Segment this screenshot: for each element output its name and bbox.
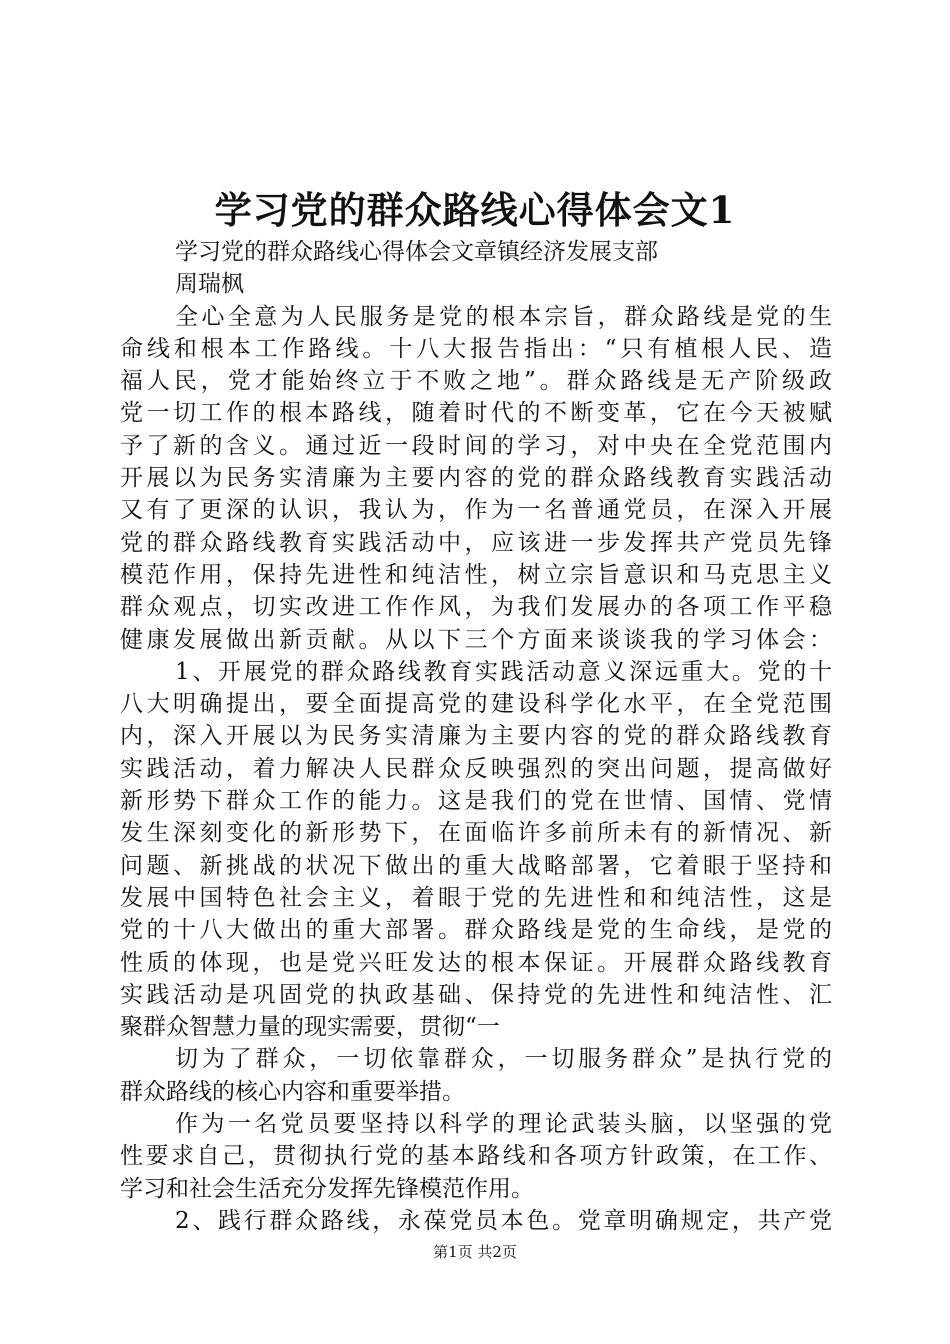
paragraph-line: 全心全意为人民服务是党的根本宗旨，群众路线是党的生: [175, 303, 832, 330]
document-body: [120, 236, 832, 1237]
paragraph-line: 学习和社会生活充分发挥先锋模范作用。: [120, 1175, 534, 1202]
paragraph-line: 内，深入开展以为民务实清廉为主要内容的党的群众路线教育: [120, 723, 832, 750]
paragraph-line: 发展中国特色社会主义，着眼于党的先进性和和纯洁性，这是: [120, 884, 832, 911]
paragraph-line: 性要求自己，贯彻执行党的基本路线和各项方针政策，在工作、: [120, 1143, 832, 1170]
paragraph-line: 又有了更深的认识，我认为，作为一名普通党员，在深入开展: [120, 497, 832, 524]
paragraph-line: 实践活动是巩固党的执政基础、保持党的先进性和纯洁性、汇: [120, 981, 832, 1008]
paragraph-line: 发生深刻变化的新形势下，在面临许多前所未有的新情况、新: [120, 820, 832, 847]
page-footer: 第1页 共2页: [433, 1243, 517, 1261]
paragraph-line: 命线和根本工作路线。十八大报告指出：“只有植根人民、造: [120, 335, 832, 362]
paragraph-line: 开展以为民务实清廉为主要内容的党的群众路线教育实践活动: [120, 465, 832, 492]
paragraph-line: 实践活动，着力解决人民群众反映强烈的突出问题，提高做好: [120, 755, 832, 782]
paragraph-line: 健康发展做出新贡献。从以下三个方面来谈谈我的学习体会：: [120, 626, 832, 653]
document-title: 学习党的群众路线心得体会文1: [214, 188, 736, 232]
paragraph-line: 党的群众路线教育实践活动中，应该进一步发挥共产党员先锋: [120, 529, 832, 556]
paragraph-line: 模范作用，保持先进性和纯洁性，树立宗旨意识和马克思主义: [120, 561, 832, 588]
paragraph-line: 党的十八大做出的重大部署。群众路线是党的生命线，是党的: [120, 917, 832, 944]
paragraph-line: 新形势下群众工作的能力。这是我们的党在世情、国情、党情: [120, 788, 832, 815]
paragraph-line: 聚群众智慧力量的现实需要，贯彻“一: [120, 1014, 500, 1041]
paragraph-line: 2、践行群众路线，永葆党员本色。党章明确规定，共产党: [175, 1207, 832, 1234]
paragraph-line: 福人民，党才能始终立于不败之地”。群众路线是无产阶级政: [120, 368, 832, 395]
paragraph-line: 问题、新挑战的状况下做出的重大战略部署，它着眼于坚持和: [120, 852, 832, 879]
paragraph-line: 1、开展党的群众路线教育实践活动意义深远重大。党的十: [175, 658, 832, 685]
paragraph-line: 切为了群众，一切依靠群众，一切服务群众”是执行党的: [175, 1046, 832, 1073]
paragraph-line: 性质的体现，也是党兴旺发达的根本保证。开展群众路线教育: [120, 949, 832, 976]
subtitle-line: 学习党的群众路线心得体会文章镇经济发展支部: [175, 239, 658, 265]
paragraph-line: 群众路线的核心内容和重要举措。: [120, 1078, 465, 1105]
paragraph-line: 作为一名党员要坚持以科学的理论武装头脑，以坚强的党: [175, 1111, 832, 1138]
author-line: 周瑞枫: [175, 271, 244, 298]
paragraph-line: 群众观点，切实改进工作作风，为我们发展办的各项工作平稳: [120, 594, 832, 621]
paragraph-line: 党一切工作的根本路线，随着时代的不断变革，它在今天被赋: [120, 400, 832, 427]
paragraph-line: 八大明确提出，要全面提高党的建设科学化水平，在全党范围: [120, 691, 832, 718]
paragraph-line: 予了新的含义。通过近一段时间的学习，对中央在全党范围内: [120, 432, 832, 459]
